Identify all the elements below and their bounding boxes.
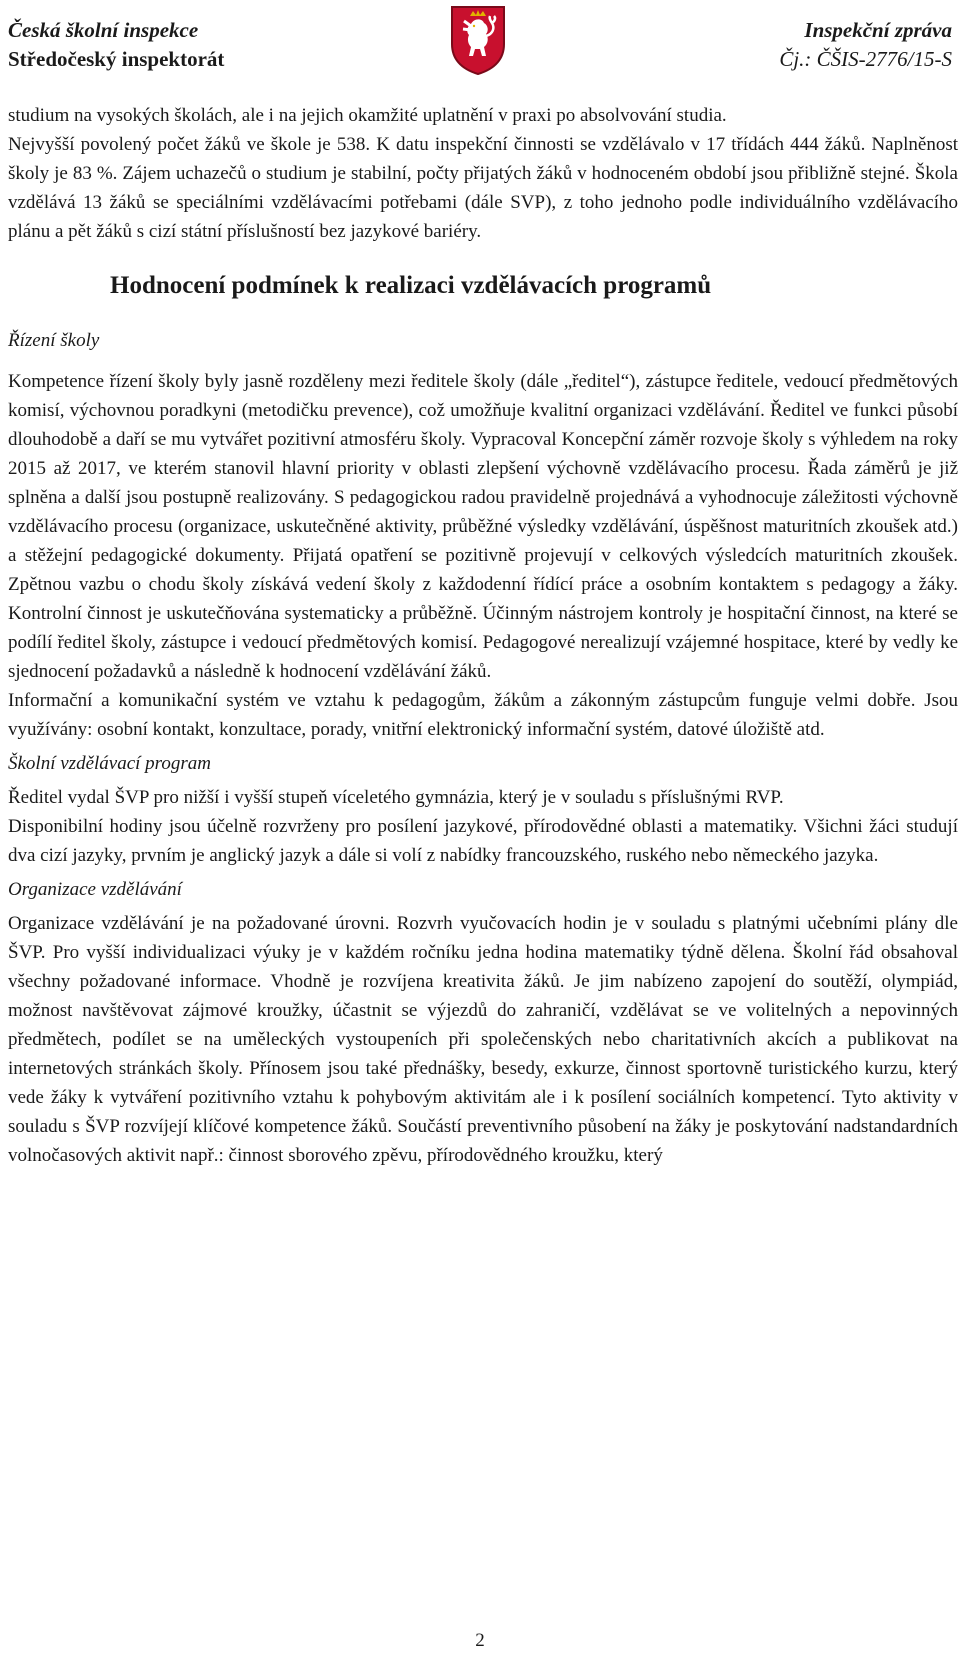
- czech-coat-of-arms-logo: [449, 4, 507, 76]
- report-type: Inspekční zpráva: [804, 18, 952, 42]
- subheading-rizeni-skoly: Řízení školy: [8, 330, 100, 351]
- rizeni-paragraph-2: Informační a komunikační systém ve vztahu k pedagogům, žákům a zákonným zástupcům funguje velmi dobře. Jsou využívány: osobní kontakt, konzultace, porady, vnitřní elektronický informační systém, datové úložiště atd.: [8, 690, 958, 740]
- page-number: 2: [475, 1630, 485, 1651]
- page-header: [0, 0, 960, 90]
- rizeni-paragraph-1: Kompetence řízení školy byly jasně rozděleny mezi ředitele školy (dále „ředitel“), zástupce ředitele, vedoucí předmětových komisí, výchovnou poradkyni (metodičku prevence), což umožňuje kvalitní organizaci vzdělávání. Ředitel ve funkci působí dlouhodobě a daří se mu vytvářet pozitivní atmosféru školy. Vypracoval Koncepční záměr rozvoje školy s výhledem na roky 2015 až 2017, ve kterém stanovil hlavní priority v oblasti zlepšení výchovně vzdělávacího procesu. Řada záměrů je již splněna a další jsou postupně realizovány. S pedagogickou radou pravidelně projednává a vyhodnocuje záležitosti výchovně vzdělávacího procesu (organizace, uskutečněné aktivity, průběžné výsledky vzdělávání, úspěšnost maturitních zkoušek atd.) a stěžejní pedagogické dokumenty. Přijatá opatření se pozitivně projevují v celkových výsledcích maturitních zkoušek. Zpětnou vazbu o chodu školy získává vedení školy z každodenní řídící práce a osobním kontaktem s pedagogy a žáky. Kontrolní činnost je uskutečňována systematicky a průběžně. Účinným nástrojem kontroly je hospitační činnost, na které se podílí ředitel školy, zástupce i vedoucí předmětových komisí. Pedagogové nerealizují vzájemné hospitace, které by vedly ke sjednocení požadavků a následně k hodnocení vzdělávání žáků.: [8, 371, 958, 682]
- header-left: [8, 16, 224, 74]
- svp-paragraph-1: Ředitel vydal ŠVP pro nižší i vyšší stupeň víceletého gymnázia, který je v souladu s příslušnými RVP.: [8, 787, 784, 808]
- svp-paragraph-2: Disponibilní hodiny jsou účelně rozvrženy pro posílení jazykové, přírodovědné oblasti a matematiky. Všichni žáci studují dva cizí jazyky, prvním je anglický jazyk a dále si volí z nabídky francouzského, ruského nebo německého jazyka.: [8, 816, 958, 866]
- subheading-svp: Školní vzdělávací program: [8, 753, 211, 774]
- section-title: Hodnocení podmínek k realizaci vzdělávacích programů: [110, 272, 712, 299]
- intro-paragraph-1: studium na vysokých školách, ale i na jejich okamžité uplatnění v praxi po absolvování studia.: [8, 105, 727, 126]
- organizace-paragraph-1: Organizace vzdělávání je na požadované úrovni. Rozvrh vyučovacích hodin je v souladu s platnými učebními plány dle ŠVP. Pro vyšší individualizaci výuky je v každém ročníku jedna hodina matematiky týdně dělena. Školní řád obsahoval všechny požadované informace. Vhodně je rozvíjena kreativita žáků. Je jim nabízeno zapojení do soutěží, olympiád, možnost navštěvovat zájmové kroužky, účastnit se výjezdů do zahraničí, vzdělávat se ve volitelných a nepovinných předmětech, podílet se na uměleckých vystoupeních při společenských nebo charitativních akcích a publikovat na internetových stránkách školy. Přínosem jsou také přednášky, besedy, exkurze, činnost sportovně turistického kurzu, který vede žáky k vytváření pozitivního vztahu k pohybovým aktivitám ale i k posílení sociálních kompetencí. Tyto aktivity v souladu s ŠVP rozvíjejí klíčové kompetence žáků. Součástí preventivního působení na žáky je poskytování nadstandardních volnočasových aktivit např.: činnost sborového zpěvu, přírodovědného kroužku, který: [8, 913, 958, 1166]
- subheading-organizace: Organizace vzdělávání: [8, 879, 182, 900]
- inspectorate-name: Středočeský inspektorát: [8, 47, 225, 71]
- header-right: [779, 16, 952, 74]
- document-body: [8, 101, 958, 1170]
- intro-paragraph-2: Nejvyšší povolený počet žáků ve škole je 538. K datu inspekční činnosti se vzdělávalo v 17 třídách 444 žáků. Naplněnost školy je 83 %. Zájem uchazečů o studium je stabilní, počty přijatých žáků v hodnoceném období jsou přibližně stejné. Škola vzdělává 13 žáků se speciálními vzdělávacími potřebami (dále SVP), z toho jednoho podle individuálního vzdělávacího plánu a pět žáků s cizí státní příslušností bez jazykové bariéry.: [8, 134, 958, 242]
- reference-number: Čj.: ČŠIS-2776/15-S: [779, 47, 952, 71]
- institution-name: Česká školní inspekce: [8, 18, 199, 42]
